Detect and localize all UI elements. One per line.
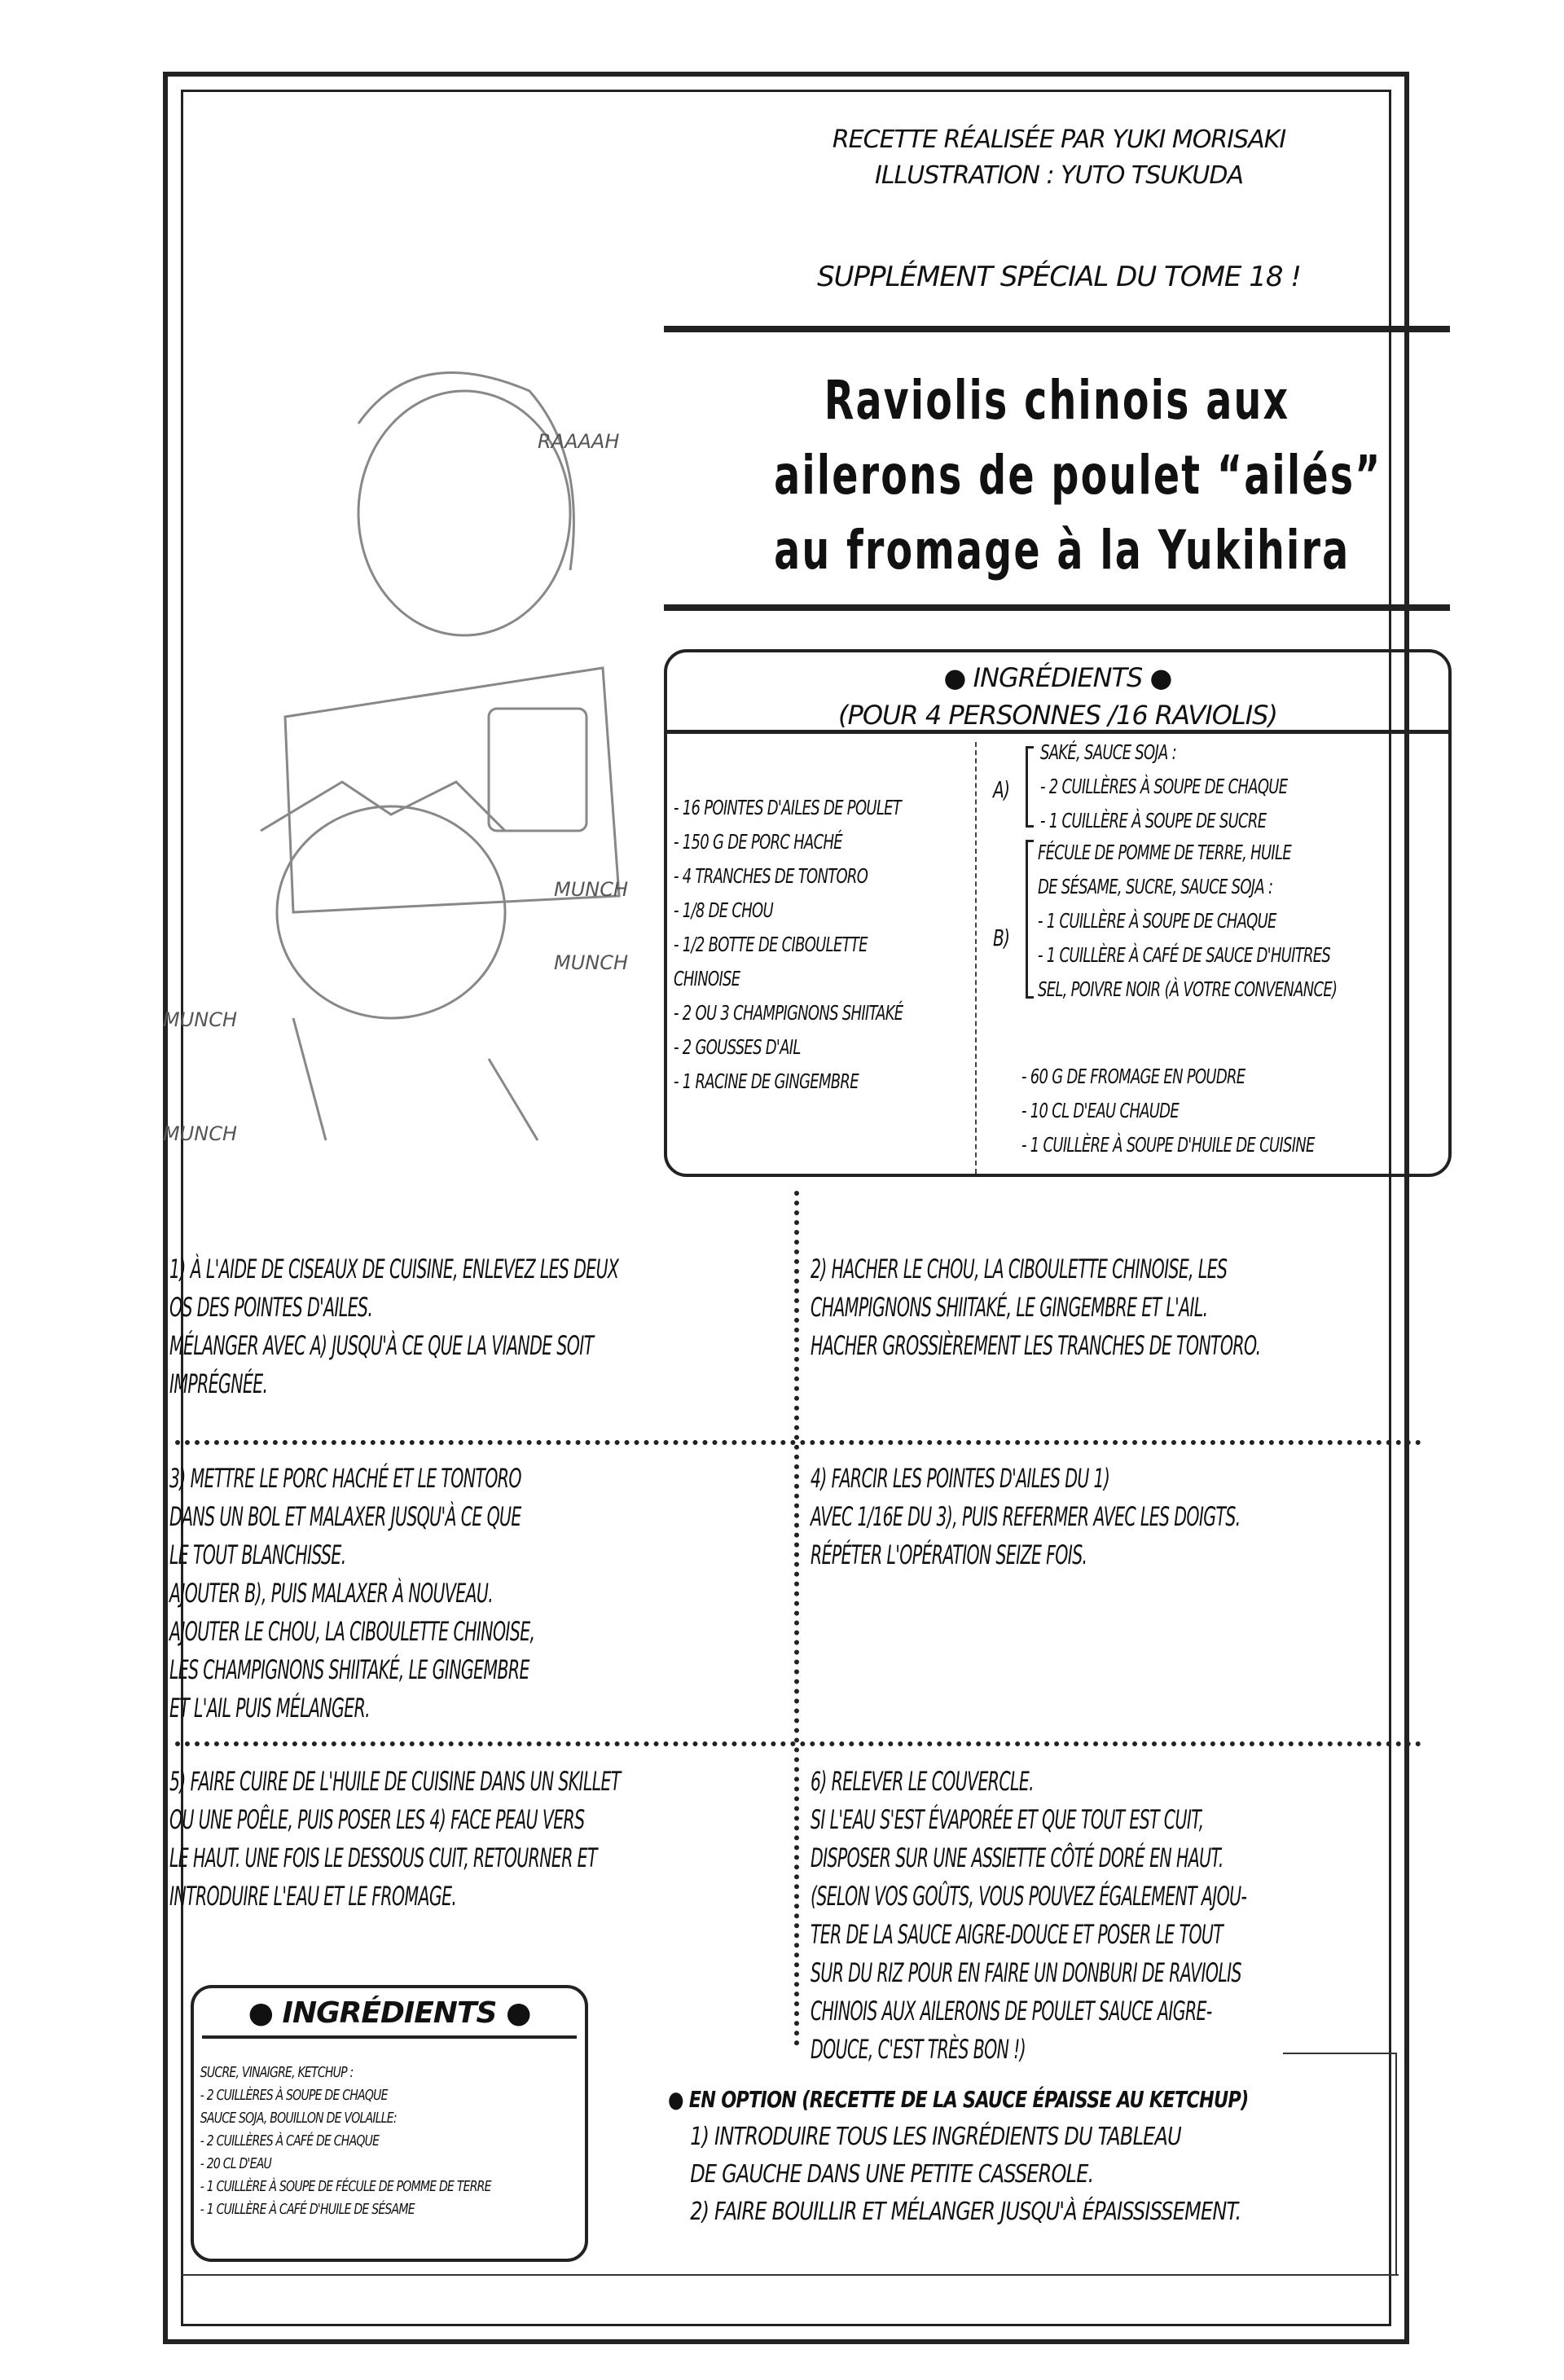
step-line: 3) METTRE LE PORC HACHÉ ET LE TONTORO — [169, 1463, 521, 1494]
ingredient-item: - 4 TRANCHES DE TONTORO — [674, 864, 868, 888]
ingredients-header — [667, 652, 1448, 734]
ingredient-item: - 1 CUILLÈRE À CAFÉ DE SAUCE D'HUITRES — [1038, 943, 1331, 967]
ingredient-item: SAUCE SOJA, BOUILLON DE VOLAILLE: — [200, 2110, 397, 2127]
steps-divider — [175, 1741, 1421, 1746]
step-line: 6) RELEVER LE COUVERCLE. — [811, 1766, 1034, 1797]
step-line: TER DE LA SAUCE AIGRE-DOUCE ET POSER LE TOUT — [811, 1919, 1224, 1950]
title-line: ailerons de poulet “ailés” — [774, 444, 1382, 507]
sfx-text: RAAAAH — [538, 430, 620, 453]
ingredient-item: SAKÉ, SAUCE SOJA : — [1040, 740, 1176, 764]
sfx-text: MUNCH — [554, 878, 629, 901]
step-line: SUR DU RIZ POUR EN FAIRE UN DONBURI DE RAVIOLIS — [811, 1957, 1241, 1988]
ingredient-item: - 1/2 BOTTE DE CIBOULETTE — [674, 933, 868, 956]
ingredient-item: - 2 OU 3 CHAMPIGNONS SHIITAKÉ — [674, 1001, 903, 1025]
ingredient-item: - 20 CL D'EAU — [200, 2155, 272, 2172]
option-line: 2) FAIRE BOUILLIR ET MÉLANGER JUSQU'À ÉPAISSISSEMENT. — [690, 2198, 1241, 2226]
option-box-line — [1283, 2053, 1397, 2274]
step-line: AVEC 1/16E DU 3), PUIS REFERMER AVEC LES DOIGTS. — [811, 1501, 1241, 1532]
step-line: IMPRÉGNÉE. — [169, 1368, 268, 1399]
ingredient-item: SEL, POIVRE NOIR (À VOTRE CONVENANCE) — [1038, 977, 1338, 1001]
option-line: 1) INTRODUIRE TOUS LES INGRÉDIENTS DU TABLEAU — [690, 2123, 1181, 2151]
ingredient-item: - 1 CUILLÈRE À SOUPE D'HUILE DE CUISINE — [1021, 1133, 1315, 1157]
group-a-label: A) — [993, 776, 1010, 803]
step-3 — [169, 1460, 534, 1728]
step-line: DISPOSER SUR UNE ASSIETTE CÔTÉ DORÉ EN HAUT. — [811, 1842, 1224, 1873]
sfx-text: MUNCH — [163, 1122, 238, 1145]
steps-vertical-divider — [794, 1191, 799, 2046]
step-2 — [811, 1250, 1260, 1365]
sauce-ingredient-list — [194, 2039, 499, 2221]
ingredient-item: - 150 G DE PORC HACHÉ — [674, 830, 842, 854]
title-line: Raviolis chinois aux — [824, 369, 1290, 432]
ingredient-item: - 10 CL D'EAU CHAUDE — [1021, 1099, 1179, 1122]
step-6 — [811, 1763, 1246, 2069]
step-line: AJOUTER B), PUIS MALAXER À NOUVEAU. — [169, 1578, 494, 1609]
step-4 — [811, 1460, 1241, 1574]
ingredient-item: FÉCULE DE POMME DE TERRE, HUILE — [1038, 841, 1291, 864]
step-line: DANS UN BOL ET MALAXER JUSQU'À CE QUE — [169, 1501, 521, 1532]
step-line: (SELON VOS GOÛTS, VOUS POUVEZ ÉGALEMENT AJOU- — [811, 1881, 1247, 1912]
option-line: DE GAUCHE DANS UNE PETITE CASSEROLE. — [690, 2160, 1094, 2189]
step-line: ET L'AIL PUIS MÉLANGER. — [169, 1693, 371, 1724]
ingredient-item: - 2 CUILLÈRES À SOUPE DE CHAQUE — [200, 2087, 388, 2104]
sketch-illustration — [147, 326, 652, 1173]
step-line: AJOUTER LE CHOU, LA CIBOULETTE CHINOISE, — [169, 1616, 535, 1647]
credits — [733, 122, 1385, 194]
step-line: LES CHAMPIGNONS SHIITAKÉ, LE GINGEMBRE — [169, 1654, 529, 1685]
step-line: 5) FAIRE CUIRE DE L'HUILE DE CUISINE DANS UN SKILLET — [169, 1766, 621, 1797]
ingredient-item: - 1 CUILLÈRE À CAFÉ D'HUILE DE SÉSAME — [200, 2201, 415, 2218]
step-line: SI L'EAU S'EST ÉVAPORÉE ET QUE TOUT EST CUIT, — [811, 1804, 1204, 1835]
extra-ingredient-list — [1021, 1060, 1315, 1162]
ingredients-subheading: (POUR 4 PERSONNES /16 RAVIOLIS) — [838, 700, 1277, 731]
character-sketch — [147, 326, 652, 1173]
step-line: OU UNE POÊLE, PUIS POSER LES 4) FACE PEAU VERS — [169, 1804, 585, 1835]
step-line: 1) À L'AIDE DE CISEAUX DE CUISINE, ENLEVEZ LES DEUX — [169, 1254, 619, 1284]
step-line: INTRODUIRE L'EAU ET LE FROMAGE. — [169, 1881, 457, 1912]
step-line: CHAMPIGNONS SHIITAKÉ, LE GINGEMBRE ET L'AIL. — [811, 1292, 1208, 1323]
page-title — [664, 363, 1450, 588]
step-line: HACHER GROSSIÈREMENT LES TRANCHES DE TONTORO. — [811, 1330, 1261, 1361]
ingredient-item: DE SÉSAME, SUCRE, SAUCE SOJA : — [1038, 875, 1273, 898]
step-line: RÉPÉTER L'OPÉRATION SEIZE FOIS. — [811, 1539, 1087, 1570]
ingredient-item: - 1 CUILLÈRE À SOUPE DE SUCRE — [1040, 809, 1267, 832]
option-heading: ● EN OPTION (RECETTE DE LA SAUCE ÉPAISSE AU KETCHUP) — [668, 2086, 1249, 2113]
steps-divider — [175, 1440, 1421, 1445]
sauce-ingredients-box — [191, 1985, 588, 2262]
ingredients-heading: ● INGRÉDIENTS ● — [943, 662, 1172, 693]
sfx-text: MUNCH — [554, 951, 629, 974]
supplement-note: SUPPLÉMENT SPÉCIAL DU TOME 18 ! — [817, 261, 1301, 293]
step-1 — [169, 1250, 618, 1403]
ingredient-item: - 2 CUILLÈRES À CAFÉ DE CHAQUE — [200, 2132, 380, 2149]
sfx-text: MUNCH — [163, 1008, 238, 1031]
title-line: au fromage à la Yukihira — [774, 519, 1351, 582]
ingredient-item: SUCRE, VINAIGRE, KETCHUP : — [200, 2064, 354, 2081]
step-line: DOUCE, C'EST TRÈS BON !) — [811, 2034, 1026, 2065]
step-5 — [169, 1763, 621, 1916]
group-a-list — [1040, 736, 1287, 838]
ingredient-item: CHINOISE — [674, 967, 740, 990]
ingredient-item: - 2 CUILLÈRES À SOUPE DE CHAQUE — [1040, 775, 1288, 798]
ingredient-item: - 1/8 DE CHOU — [674, 898, 773, 922]
ingredient-item: - 16 POINTES D'AILES DE POULET — [674, 796, 902, 819]
ingredient-item: - 1 CUILLÈRE À SOUPE DE FÉCULE DE POMME DE TERRE — [200, 2178, 491, 2195]
group-a-bracket — [1026, 746, 1034, 828]
main-ingredient-list — [674, 791, 903, 1099]
ingredient-item: - 1 RACINE DE GINGEMBRE — [674, 1069, 859, 1093]
ingredients-box — [664, 649, 1452, 1177]
group-b-label: B) — [993, 924, 1010, 951]
column-divider — [975, 742, 977, 1174]
group-b-bracket — [1026, 840, 1034, 999]
step-line: 2) HACHER LE CHOU, LA CIBOULETTE CHINOISE, LES — [811, 1254, 1228, 1284]
option-section — [668, 2081, 1254, 2231]
step-line: LE HAUT. UNE FOIS LE DESSOUS CUIT, RETOURNER ET — [169, 1842, 597, 1873]
ingredient-item: - 1 CUILLÈRE À SOUPE DE CHAQUE — [1038, 909, 1276, 933]
step-line: CHINOIS AUX AILERONS DE POULET SAUCE AIGRE- — [811, 1996, 1212, 2027]
recipe-credit: RECETTE RÉALISÉE PAR YUKI MORISAKI — [832, 125, 1286, 154]
group-b-list — [1038, 836, 1337, 1007]
ingredient-item: - 2 GOUSSES D'AIL — [674, 1035, 801, 1059]
sauce-ingredients-heading: ● INGRÉDIENTS ● — [202, 1988, 577, 2039]
step-line: OS DES POINTES D'AILES. — [169, 1292, 373, 1323]
ingredient-item: - 60 G DE FROMAGE EN POUDRE — [1021, 1065, 1245, 1088]
title-banner — [664, 326, 1450, 611]
illustration-credit: ILLUSTRATION : YUTO TSUKUDA — [874, 161, 1243, 190]
step-line: 4) FARCIR LES POINTES D'AILES DU 1) — [811, 1463, 1110, 1494]
bottom-rule — [181, 2274, 1399, 2276]
step-line: MÉLANGER AVEC A) JUSQU'À CE QUE LA VIANDE SOIT — [169, 1330, 594, 1361]
step-line: LE TOUT BLANCHISSE. — [169, 1539, 346, 1570]
